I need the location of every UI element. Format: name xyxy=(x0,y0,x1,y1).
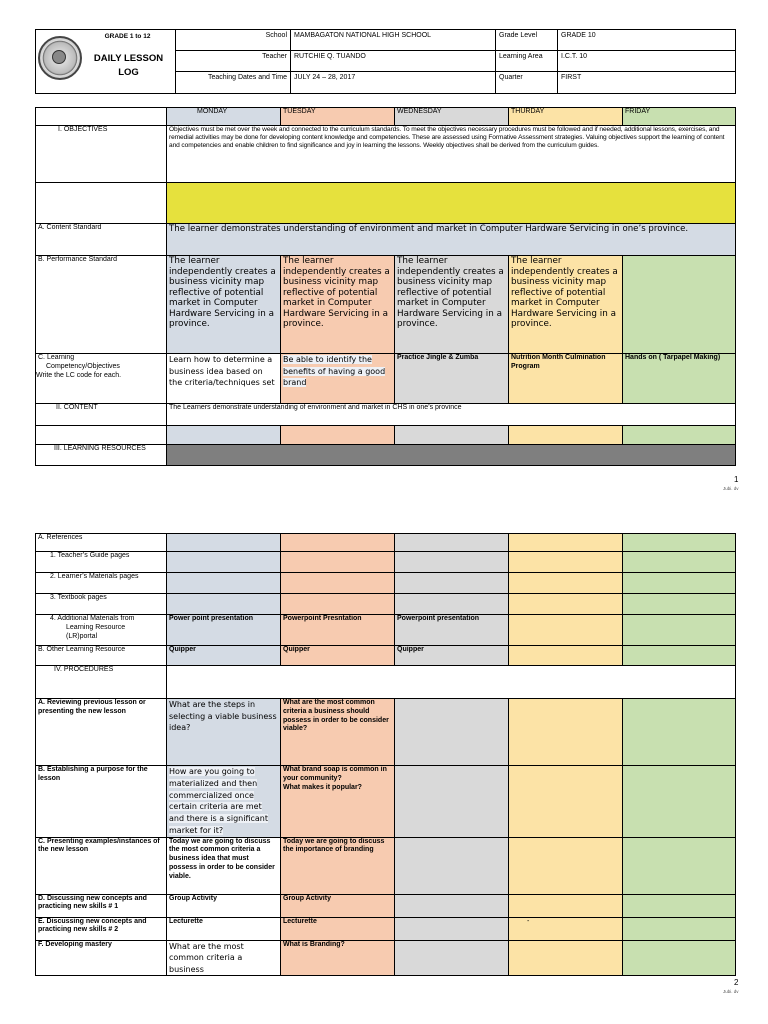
day-header-wednesday: WEDNESDAY xyxy=(395,108,509,126)
page-number-1: 1 xyxy=(734,475,739,484)
discussing-1-label: D. Discussing new concepts and practicing new skills # 1 xyxy=(36,894,167,917)
olr-wednesday: Quipper xyxy=(395,646,509,666)
grade-level-label: Grade Level xyxy=(496,30,558,51)
objectives-highlight-row xyxy=(167,183,736,224)
school-value: MAMBAGATON NATIONAL HIGH SCHOOL xyxy=(291,30,496,51)
deped-seal-icon xyxy=(38,32,82,80)
header-table xyxy=(35,29,736,94)
mastery-tuesday: What is Branding? xyxy=(281,940,395,976)
amlr-tuesday: Powerpoint Presntation xyxy=(281,615,395,646)
review-label: A. Reviewing previous lesson or presenting the new lesson xyxy=(36,699,167,766)
day-header-friday: FRIDAY xyxy=(623,108,736,126)
page2-table xyxy=(35,533,736,976)
content-label: II. CONTENT xyxy=(36,404,167,426)
grade-level-value: GRADE 10 xyxy=(558,30,736,51)
amlr-wednesday: Powerpoint presentation xyxy=(395,615,509,646)
competency-thursday: Nutrition Month Culmination Program xyxy=(509,354,623,404)
page-footer-1: Jubi. dv xyxy=(723,486,739,491)
performance-monday: The learner independently creates a business vicinity map reflective of potential market in Computer Hardware Servicing in a province. xyxy=(167,256,281,354)
page-number-2: 2 xyxy=(734,978,739,987)
performance-friday xyxy=(623,256,736,354)
mastery-label: F. Developing mastery xyxy=(36,940,167,976)
olr-tuesday: Quipper xyxy=(281,646,395,666)
additional-materials-label: 4. Additional Materials from Learning Resource (LR)portal xyxy=(36,615,167,646)
textbook-label: 3. Textbook pages xyxy=(36,594,167,615)
quarter-value: FIRST xyxy=(558,72,736,94)
dates-label: Teaching Dates and Time xyxy=(176,72,291,94)
grade-range: GRADE 1 to 12 xyxy=(104,33,151,40)
olr-monday: Quipper xyxy=(167,646,281,666)
quarter-label: Quarter xyxy=(496,72,558,94)
references-label: A. References xyxy=(36,534,167,552)
resources-bar xyxy=(167,445,736,466)
page1-table xyxy=(35,107,736,466)
header-logo-cell xyxy=(36,30,176,94)
content-standard-label: A. Content Standard xyxy=(36,224,167,256)
day-header-thursday: THURDAY xyxy=(509,108,623,126)
review-tuesday: What are the most common criteria a business should possess in order to be consider viable? xyxy=(281,699,395,766)
discussing-2-thursday: - xyxy=(509,917,623,940)
purpose-tuesday: What brand soap is common in your community? What makes it popular? xyxy=(281,766,395,838)
performance-wednesday: The learner independently creates a business vicinity map reflective of potential market in Computer Hardware Servicing in a province. xyxy=(395,256,509,354)
purpose-monday: How are you going to materialized and then commercialized once certain criteria are met and there is a significant market for it? xyxy=(167,766,281,838)
objectives-text: Objectives must be met over the week and connected to the curriculum standards. To meet the objectives necessary procedures must be followed and if needed, additional lessons, exercises, and remedial activities may be done for developing content knowledge and competencies. These are assessed using Formative Assessment strategies. Valuing objectives support the learning of content and competencies and enable children to find significance and joy in learning the lessons. Weekly objectives shall be derived from the curriculum guides. xyxy=(167,126,736,183)
doc-title: DAILY LESSON LOG xyxy=(93,53,164,79)
teachers-guide-label: 1. Teacher’s Guide pages xyxy=(36,552,167,573)
review-monday: What are the steps in selecting a viable business idea? xyxy=(167,699,281,766)
teacher-label: Teacher xyxy=(176,51,291,72)
purpose-label: B. Establishing a purpose for the lesson xyxy=(36,766,167,838)
dates-value: JULY 24 – 28, 2017 xyxy=(291,72,496,94)
mastery-monday: What are the most common criteria a business xyxy=(167,940,281,976)
learning-area-label: Learning Area xyxy=(496,51,558,72)
content-text: The Learners demonstrate understanding of environment and market in CHS in one’s province xyxy=(167,404,736,426)
school-label: School xyxy=(176,30,291,51)
procedures-label: IV. PROCEDURES xyxy=(36,666,167,699)
performance-thursday: The learner independently creates a business vicinity map reflective of potential market in Computer Hardware Servicing in a province. xyxy=(509,256,623,354)
performance-tuesday: The learner independently creates a business vicinity map reflective of potential market in Computer Hardware Servicing in a province. xyxy=(281,256,395,354)
learning-area-value: I.C.T. 10 xyxy=(558,51,736,72)
objectives-label: I. OBJECTIVES xyxy=(36,126,167,183)
competency-monday: Learn how to determine a business idea based on the criteria/techniques set xyxy=(167,354,281,404)
performance-standard-label: B. Performance Standard xyxy=(36,256,167,354)
competency-tuesday: Be able to identify the benefits of having a good brand xyxy=(281,354,395,404)
discussing-2-monday: Lecturette xyxy=(167,917,281,940)
learners-materials-label: 2. Learner’s Materials pages xyxy=(36,573,167,594)
examples-label: C. Presenting examples/instances of the new lesson xyxy=(36,837,167,894)
other-resources-label: B. Other Learning Resource xyxy=(36,646,167,666)
day-header-tuesday: TUESDAY xyxy=(281,108,395,126)
examples-monday: Today we are going to discuss the most common criteria a business idea that must possess in order to be consider viable. xyxy=(167,837,281,894)
content-standard-text: The learner demonstrates understanding of environment and market in Computer Hardware Servicing in one’s province. xyxy=(167,224,736,256)
discussing-2-label: E. Discussing new concepts and practicing new skills # 2 xyxy=(36,917,167,940)
competency-label: C. Learning Competency/Objectives Write the LC code for each. xyxy=(36,354,167,404)
discussing-1-monday: Group Activity xyxy=(167,894,281,917)
competency-wednesday: Practice Jingle & Zumba xyxy=(395,354,509,404)
resources-label: III. LEARNING RESOURCES xyxy=(36,445,167,466)
day-header-monday: MONDAY xyxy=(167,108,281,126)
page2-table-wrap xyxy=(35,533,736,976)
page1-table-wrap xyxy=(35,107,736,466)
discussing-1-tuesday: Group Activity xyxy=(281,894,395,917)
examples-tuesday: Today we are going to discuss the importance of branding xyxy=(281,837,395,894)
header-block xyxy=(35,29,736,94)
competency-friday: Hands on ( Tarpapel Making) xyxy=(623,354,736,404)
amlr-monday: Power point presentation xyxy=(167,615,281,646)
discussing-2-tuesday: Lecturette xyxy=(281,917,395,940)
teacher-value: RUTCHIE Q. TUANDO xyxy=(291,51,496,72)
page-footer-2: Jubi. dv xyxy=(723,989,739,994)
